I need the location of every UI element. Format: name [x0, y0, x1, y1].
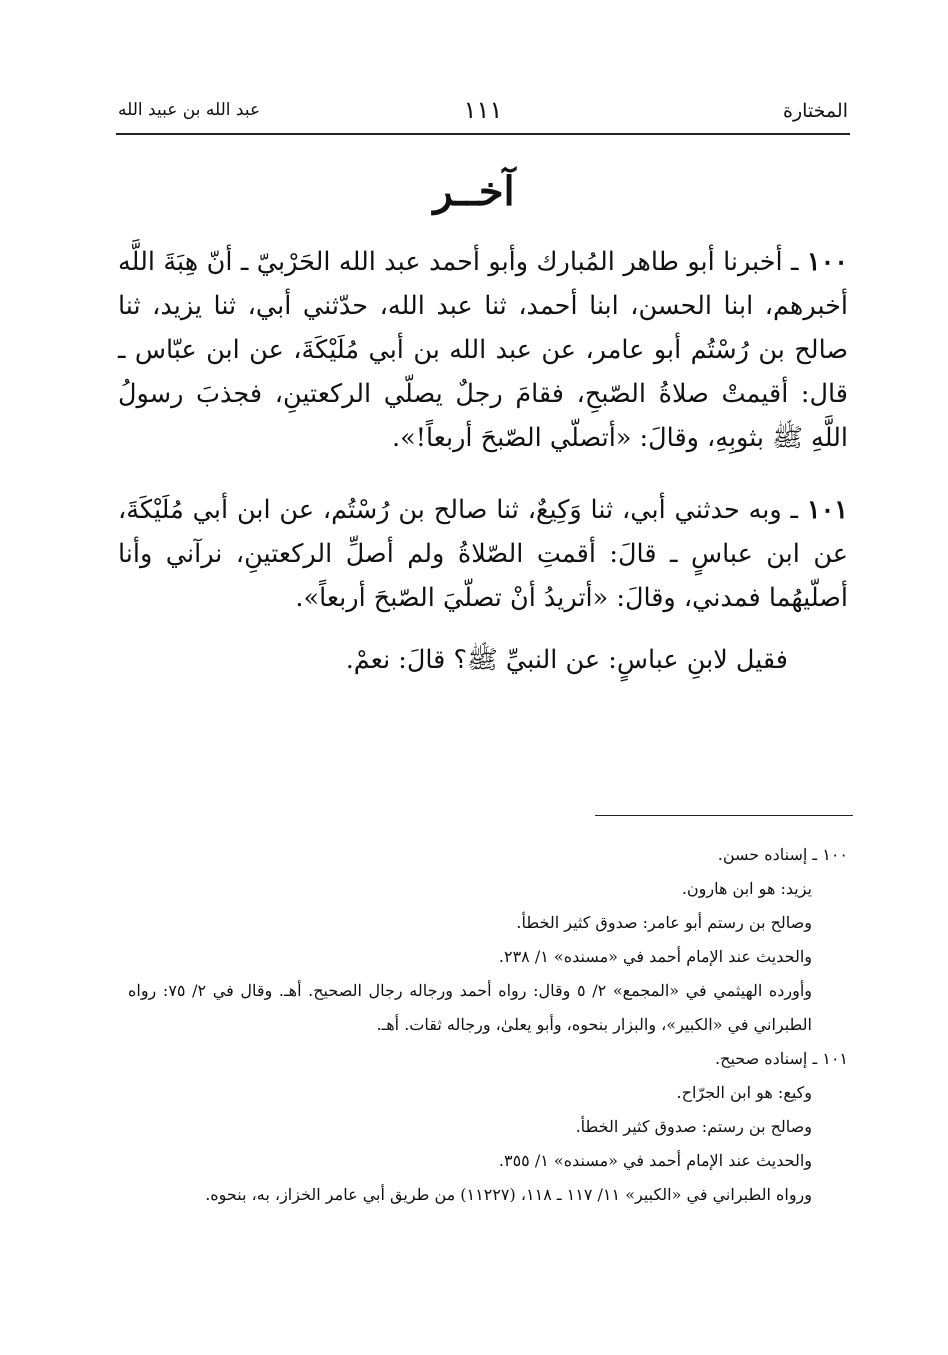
footnote-line: ـ إسناده حسن. [717, 845, 818, 864]
section-title: آخــر [433, 168, 515, 215]
footnote-line: وصالح بن رستم أبو عامر: صدوق كثير الخطأ. [516, 913, 812, 932]
footnotes [128, 838, 848, 1212]
hadith-101-continuation: فقيل لابنِ عباسٍ: عن النبيِّ ﷺ؟ قالَ: نعمْ. [345, 645, 788, 675]
hadith-number: ١٠٠ [806, 247, 848, 277]
footnote-first-line [128, 1042, 848, 1076]
footnote-number: ١٠١ [822, 1049, 848, 1068]
footnote-101 [128, 1042, 848, 1212]
running-header [118, 96, 848, 130]
footnote-line: والحديث عند الإمام أحمد في «مسنده» ١/ ٣٥٥. [498, 1151, 812, 1170]
footnote-first-line [128, 838, 848, 872]
footnote-line: والحديث عند الإمام أحمد في «مسنده» ١/ ٢٣٨. [498, 947, 812, 966]
hadith-100 [118, 240, 848, 460]
footnote-number: ١٠٠ [822, 845, 848, 864]
footnote-line: يزيد: هو ابن هارون. [681, 879, 812, 898]
chapter-name: عبد الله بن عبيد الله [118, 100, 261, 120]
main-text [118, 240, 848, 710]
hadith-101 [118, 488, 848, 620]
hadith-text: ـ أخبرنا أبو طاهر المُبارك وأبو أحمد عبد الله الحَرْبيّ ـ أنّ هِبَةَ اللَّه أخبرهم، ابنا الحسن، ابنا أحمد، ثنا عبد الله، حدّثني أبي، ثنا يزيد، ثنا صالح بن رُسْتُم أبو عامر، عن عبد الله بن أبي مُلَيْكَةَ، عن ابن عبّاس ـ قال: أقيمتْ صلاةُ الصّبحِ، فقامَ رجلٌ يصلّي الركعتينِ، فجذبَ رسولُ اللَّهِ ﷺ بثوبِهِ، وقالَ: «أتصلّي الصّبحَ أربعاً!». [118, 247, 848, 453]
footnote-line: ورواه الطبراني في «الكبير» ١١/ ١١٧ ـ ١١٨، (١١٢٢٧) من طريق أبي عامر الخزاز، به، بنحوه. [205, 1185, 812, 1204]
hadith-number: ١٠١ [806, 495, 848, 525]
footnote-100 [128, 838, 848, 1042]
footnote-line: وكيع: هو ابن الجرّاح. [676, 1083, 812, 1102]
hadith-text: ـ وبه حدثني أبي، ثنا وَكِيعٌ، ثنا صالح بن رُسْتُم، عن ابن أبي مُلَيْكَةَ، عن ابن عباسٍ ـ قالَ: أقمتِ الصّلاةُ ولم أصلِّ الركعتينِ، نرآني وأنا أصلّيهُما فمدني، وقالَ: «أتريدُ أنْ تصلّيَ الصّبحَ أربعاً». [118, 495, 848, 613]
page-number: ١١١ [463, 96, 503, 124]
footnote-line: ـ إسناده صحيح. [715, 1049, 818, 1068]
footnote-line: وأورده الهيثمي في «المجمع» ٢/ ٥ وقال: رواه أحمد ورجاله رجال الصحيح. أهـ. وقال في ٢/ ٧٥: رواه الطبراني في «الكبير»، والبزار بنحوه، وأبو يعلىٰ، ورجاله ثقات. أهـ. [128, 981, 813, 1034]
footnote-line: وصالح بن رستم: صدوق كثير الخطأ. [575, 1117, 812, 1136]
book-title: المختارة [783, 100, 848, 122]
header-divider [116, 133, 850, 135]
footnote-divider [595, 815, 853, 816]
